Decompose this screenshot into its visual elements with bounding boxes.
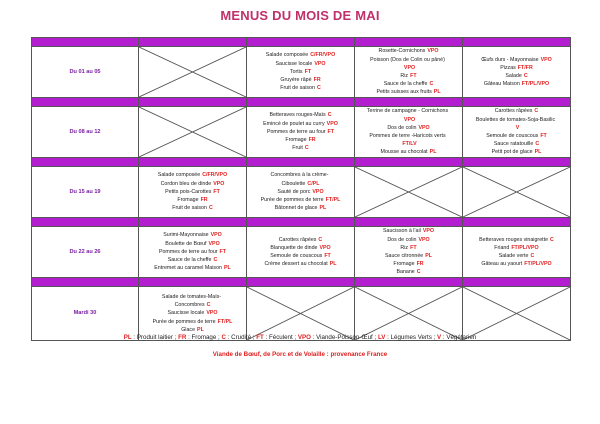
legend-code: C	[221, 334, 226, 341]
menu-item	[463, 107, 570, 115]
separator-cell	[463, 38, 571, 47]
legend-label: Féculent	[268, 334, 293, 341]
diet-code: FT	[410, 244, 417, 251]
dish-name: Œufs durs - Mayonnaise	[481, 56, 539, 63]
dish-name: Sauté de porc	[277, 188, 311, 195]
menu-item	[355, 252, 462, 260]
separator-cell	[355, 158, 463, 167]
menu-item	[355, 88, 462, 96]
no-service-cell	[463, 287, 571, 341]
menu-item	[355, 107, 462, 115]
menu-item	[463, 124, 570, 132]
diet-code: VPO	[427, 48, 439, 55]
week-row	[32, 227, 571, 278]
dish-name: Cordon bleu de dinde	[160, 180, 212, 187]
dish-name: Dos de colin	[387, 236, 417, 243]
separator-cell	[32, 38, 139, 47]
dish-name: Salade de tomates-Maïs-	[161, 293, 222, 300]
diet-code: VPO	[403, 64, 416, 71]
dish-name: Fruit de saison	[172, 205, 207, 212]
legend-item: LV : Légumes Verts ;	[377, 334, 438, 341]
menu-item	[355, 227, 462, 235]
dish-name: Salade composée	[157, 172, 201, 179]
menu-item	[463, 260, 570, 268]
no-service-cell	[139, 47, 247, 98]
menu-cell	[136, 287, 247, 341]
dish-name: Petit pot de glace	[491, 149, 533, 156]
menu-item	[247, 180, 354, 188]
diet-code: FT/PL/VPO	[511, 244, 539, 251]
diet-code: C	[318, 236, 323, 243]
dish-name: Carottes râpées	[494, 108, 533, 115]
diet-code: PL	[329, 261, 337, 268]
diet-code: VPO	[210, 232, 222, 239]
diet-code: FR	[416, 261, 424, 268]
origin-note: Viande de Bœuf, de Porc et de Volaille : provenance France	[212, 351, 388, 358]
diet-code: C	[550, 236, 554, 243]
diet-code: C	[429, 81, 434, 88]
menu-item	[247, 204, 354, 212]
dish-name: Betteraves rouges vinaigrette	[479, 236, 549, 243]
dish-name: Concombres à la crème-	[270, 172, 329, 179]
dish-name: Riz	[400, 244, 409, 251]
separator-cell	[355, 278, 463, 287]
dish-name: Rosette-Cornichons	[378, 48, 426, 55]
menu-item	[139, 188, 246, 196]
menu-item	[247, 60, 354, 68]
dish-name: Terrine de campagne - Cornichons	[366, 108, 449, 115]
diet-code: C	[523, 73, 528, 79]
separator-cell	[463, 158, 571, 167]
legend-label: Viande-Poisson-Œuf	[316, 334, 373, 341]
no-service-cell	[355, 167, 463, 218]
legend-code: PL	[123, 334, 132, 341]
menu-item	[247, 76, 354, 84]
legend-label: Fromage	[191, 334, 217, 341]
cross-out-icon	[463, 287, 570, 340]
menu-cell	[139, 167, 247, 218]
diet-code: PL	[197, 326, 204, 333]
dish-name: Sauce ratatouille	[493, 141, 534, 148]
separator-cell	[463, 278, 571, 287]
legend-code: FR	[178, 334, 187, 341]
dish-name: Dos de colin	[387, 124, 417, 131]
diet-code: PL	[429, 149, 437, 156]
diet-code: FT/PL/VPO	[521, 81, 550, 88]
separator-cell	[463, 98, 571, 107]
dish-name: Fruit de saison	[280, 85, 315, 92]
menu-item	[355, 116, 462, 124]
week-separator	[32, 98, 571, 107]
diet-code: C	[316, 85, 321, 92]
menu-item	[139, 326, 246, 334]
diet-code: C/PL	[307, 180, 320, 187]
cross-out-icon	[247, 287, 354, 340]
week-label: Du 08 au 12	[32, 107, 139, 158]
menu-item	[355, 148, 462, 156]
diet-code: PL	[534, 149, 542, 156]
dish-name: Gruyère râpé	[280, 77, 312, 84]
diet-code: FT	[213, 188, 220, 195]
diet-code: C	[416, 269, 421, 276]
legend-item: C : Crudité ;	[221, 334, 257, 341]
separator-cell	[32, 98, 139, 107]
legend-code: V	[437, 334, 442, 341]
week-separator	[32, 218, 571, 227]
menu-cell	[355, 107, 463, 158]
dish-name: Petits suisses aux fruits	[376, 89, 432, 96]
legend-label: Crudité	[231, 334, 252, 341]
dish-name: Purée de pommes de terre	[152, 318, 216, 325]
menu-item	[355, 236, 462, 244]
week-row	[32, 107, 571, 158]
dish-name: Mousse au chocolat	[380, 149, 428, 156]
week-label: Mardi 30	[32, 287, 139, 341]
dish-name: Purée de pommes de terre	[260, 197, 324, 204]
menu-item	[139, 293, 246, 301]
separator-cell	[139, 38, 247, 47]
menu-item	[139, 301, 246, 309]
menu-item	[463, 148, 570, 156]
menu-cell	[247, 107, 355, 158]
menu-item	[355, 268, 462, 276]
week-row	[32, 47, 571, 98]
dish-name: Fromage	[285, 137, 307, 144]
separator-cell	[32, 158, 139, 167]
dish-name: Betteraves rouges-Maïs	[269, 112, 326, 119]
separator-cell	[355, 218, 463, 227]
legend	[0, 334, 600, 341]
week-label: Du 01 au 05	[32, 47, 139, 98]
menu-item	[247, 252, 354, 260]
menu-item	[355, 244, 462, 252]
diet-code: FT	[324, 253, 331, 259]
menu-item	[463, 244, 570, 252]
dish-name: Saucisson à l'ail	[382, 228, 421, 235]
diet-code: VPO	[213, 180, 225, 187]
dish-name: Fromage	[393, 261, 415, 268]
menu-item	[139, 231, 246, 239]
menu-item	[463, 132, 570, 140]
dish-name: Friand	[494, 244, 510, 251]
dish-name: Semoule de couscous	[270, 253, 323, 259]
menu-item	[247, 136, 354, 144]
menu-item	[247, 244, 354, 252]
menu-cell	[247, 167, 355, 218]
menu-cell	[355, 227, 463, 278]
dish-name: Crème dessert au chocolat	[264, 261, 328, 268]
legend-item: VPO : Viande-Poisson-Œuf ;	[297, 334, 378, 341]
menu-cell	[463, 227, 571, 278]
menu-item	[247, 128, 354, 136]
dish-name: Concombres	[174, 302, 205, 309]
diet-code: FT/PL	[217, 318, 233, 325]
diet-code: C/FR/VPO	[202, 172, 228, 179]
diet-code: FR	[200, 197, 208, 204]
diet-code: VPO	[422, 228, 434, 235]
week-label: Du 15 au 19	[32, 167, 139, 218]
separator-cell	[247, 38, 355, 47]
menu-item	[463, 56, 570, 64]
menu-cell	[139, 227, 247, 278]
menu-item	[247, 111, 354, 119]
week-separator	[32, 38, 571, 47]
legend-label: Végétarien	[446, 334, 477, 341]
diet-code: VPO	[312, 188, 324, 195]
menu-item	[355, 47, 462, 55]
diet-code: VPO	[326, 120, 338, 127]
menu-item	[139, 264, 246, 272]
separator-cell	[247, 278, 355, 287]
menu-item	[247, 84, 354, 92]
menu-item	[247, 196, 354, 204]
diet-code: FT/LV	[402, 141, 417, 148]
menu-item	[463, 116, 570, 124]
dish-name: Pommes de terre -Haricots verts	[369, 133, 446, 139]
dish-name: Pommes de terre au four	[158, 248, 218, 255]
menu-item	[247, 171, 354, 179]
separator-cell	[247, 98, 355, 107]
dish-name: Tortis	[289, 68, 303, 75]
dish-name: Sauce de la cheffe	[167, 257, 212, 264]
dish-name: Surimi-Mayonnaise	[163, 232, 209, 239]
diet-code: VPO	[314, 60, 326, 67]
separator-cell	[139, 98, 247, 107]
menu-table	[31, 37, 571, 341]
separator-cell	[247, 158, 355, 167]
diet-code: V	[515, 124, 520, 131]
diet-code: FR	[308, 137, 316, 144]
menu-item	[247, 188, 354, 196]
no-service-cell	[247, 287, 355, 341]
menu-item	[355, 72, 462, 80]
legend-item: V : Végétarien	[437, 334, 477, 341]
diet-code: C	[530, 253, 535, 259]
menu-item	[355, 124, 462, 132]
dish-name: Saucisse locale	[167, 310, 205, 317]
diet-code: VPO	[403, 116, 416, 123]
week-row	[32, 167, 571, 218]
menu-item	[139, 171, 246, 179]
legend-code: FT	[256, 334, 264, 341]
legend-item: PL : Produit laitier ;	[123, 334, 179, 341]
menu-cell	[247, 227, 355, 278]
separator-cell	[139, 218, 247, 227]
dish-name: Blanquette de dinde	[270, 244, 318, 251]
dish-name: Semoule de couscous	[486, 133, 539, 139]
menu-item	[139, 256, 246, 264]
cross-out-icon	[139, 47, 246, 97]
dish-name: Petits pois-Carottes	[165, 188, 212, 195]
diet-code: VPO	[319, 244, 331, 251]
menu-item	[247, 236, 354, 244]
dish-name: Poisson (Dos de Colin ou pâné)	[370, 56, 445, 63]
dish-name: Bâtonnet de glace	[274, 205, 318, 212]
week-label: Du 22 au 26	[32, 227, 139, 278]
dish-name: Salade	[505, 73, 522, 79]
diet-code: C	[304, 145, 309, 152]
dish-name: Ciboulette	[281, 180, 306, 187]
legend-label: Légumes Verts	[390, 334, 432, 341]
menu-cell	[463, 107, 571, 158]
week-row	[32, 287, 571, 341]
separator-cell	[463, 218, 571, 227]
diet-code: VPO	[540, 56, 552, 63]
menu-item	[463, 64, 570, 72]
dish-name: Sauce de la cheffe	[383, 81, 428, 88]
dish-name: Sauce citronnée	[384, 253, 424, 259]
menu-item	[247, 68, 354, 76]
menu-item	[139, 240, 246, 248]
menu-cell	[355, 47, 463, 98]
menu-item	[355, 64, 462, 72]
legend-code: LV	[377, 334, 386, 341]
diet-code: FT/PL/VPO	[524, 261, 552, 268]
separator-cell	[139, 278, 247, 287]
menu-item	[247, 260, 354, 268]
menu-item	[247, 144, 354, 152]
menu-item	[463, 252, 570, 260]
diet-code: FT	[327, 128, 335, 135]
menu-item	[463, 80, 570, 88]
dish-name: Fromage	[177, 197, 199, 204]
dish-name: Carottes râpées	[278, 236, 317, 243]
no-service-cell	[463, 167, 571, 218]
diet-code: PL	[425, 253, 433, 259]
diet-code: C	[206, 302, 211, 309]
legend-label: Produit laitier	[136, 334, 173, 341]
dish-name: Riz	[400, 73, 409, 79]
dish-name: Boulette de Bœuf	[165, 240, 207, 247]
menu-item	[139, 204, 246, 212]
menu-item	[247, 120, 354, 128]
diet-code: FR	[313, 77, 321, 84]
separator-cell	[139, 158, 247, 167]
dish-name: Entremet au caramel Maison	[154, 265, 222, 272]
menu-item	[463, 72, 570, 80]
diet-code: VPO	[418, 124, 430, 131]
diet-code: PL	[223, 265, 231, 272]
menu-cell	[463, 47, 571, 98]
menu-item	[355, 260, 462, 268]
diet-code: C	[213, 257, 218, 264]
separator-cell	[355, 38, 463, 47]
dish-name: Banane	[396, 269, 415, 276]
dish-name: Salade verte	[498, 253, 529, 259]
dish-name: Fruit	[292, 145, 303, 152]
diet-code: FT	[304, 68, 312, 75]
legend-code: VPO	[297, 334, 311, 341]
no-service-cell	[355, 287, 463, 341]
no-service-cell	[139, 107, 247, 158]
separator-cell	[32, 278, 139, 287]
dish-name: Gâteau au yaourt	[481, 261, 523, 268]
cross-out-icon	[355, 287, 462, 340]
cross-out-icon	[355, 167, 462, 217]
menu-item	[355, 140, 462, 148]
legend-item: FT : Féculent ;	[256, 334, 298, 341]
dish-name: Saucisse locale	[275, 60, 313, 67]
cross-out-icon	[139, 107, 246, 157]
diet-code: VPO	[206, 310, 218, 317]
menu-item	[139, 309, 246, 317]
diet-code: PL	[319, 205, 327, 212]
legend-item: FR : Fromage ;	[178, 334, 222, 341]
menu-item	[139, 248, 246, 256]
diet-code: C	[327, 112, 332, 119]
diet-code: PL	[433, 89, 441, 96]
menu-item	[139, 196, 246, 204]
cross-out-icon	[463, 167, 570, 217]
diet-code: C	[534, 108, 539, 115]
dish-name: Boulettes de tomates-Soja-Basilic	[475, 116, 556, 123]
diet-code: FT/PL	[325, 197, 341, 204]
diet-code: C/FR/VPO	[310, 52, 336, 59]
dish-name: Emincé de poulet au curry	[263, 120, 325, 127]
separator-cell	[32, 218, 139, 227]
dish-name: Glace	[181, 326, 196, 333]
menu-item	[355, 56, 462, 64]
separator-cell	[355, 98, 463, 107]
menu-item	[247, 51, 354, 59]
dish-name: Pommes de terre au four	[266, 128, 326, 135]
diet-code: VPO	[418, 236, 430, 243]
menu-item	[355, 80, 462, 88]
page-title: MENUS DU MOIS DE MAI	[220, 8, 380, 23]
menu-item	[463, 236, 570, 244]
diet-code: FT	[410, 73, 417, 79]
menu-item	[139, 180, 246, 188]
week-separator	[32, 278, 571, 287]
diet-code: C	[208, 205, 213, 212]
menu-item	[355, 132, 462, 140]
menu-item	[139, 318, 246, 326]
diet-code: VPO	[208, 240, 220, 247]
diet-code: FT	[219, 248, 227, 255]
menu-item	[463, 140, 570, 148]
dish-name: Gâteau Maison	[483, 81, 520, 88]
separator-cell	[247, 218, 355, 227]
menu-cell	[247, 47, 355, 98]
dish-name: Salade composée	[265, 52, 309, 59]
diet-code: FT	[540, 133, 547, 139]
dish-name: Pizzas	[500, 64, 516, 71]
week-separator	[32, 158, 571, 167]
diet-code: C	[535, 141, 540, 148]
diet-code: FT/FR	[517, 64, 533, 71]
